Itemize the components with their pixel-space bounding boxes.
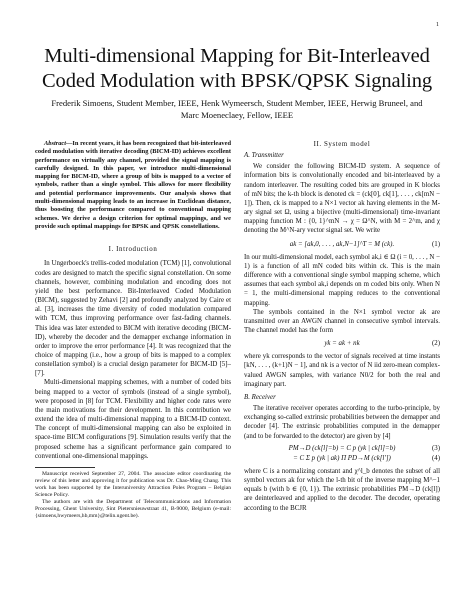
section-heading-introduction: I. Introduction <box>108 246 158 254</box>
left-column <box>35 140 231 520</box>
transmitter-paragraph-2: In our multi-dimensional model, each symbol ak,i ∈ Ω (i = 0, . . . , N − 1) is a function of all mN coded bits within ck. This is the main difference with a conventional single symbol mapping scheme, which assumes that each symbol ak,i depends on m coded bits only. When N = 1, the multi-dimensional mapping reduces to the conventional mapping. <box>244 253 440 307</box>
subsection-heading-transmitter: A. Transmitter <box>244 152 284 160</box>
transmitter-paragraph-4: where yk corresponds to the vector of signals received at time instants [kN, . . . , (k+1)N − 1], and nk is a vector of N iid zero-mean complex-valued AWGN samples, with variance N0/2 for both the real and imaginary part. <box>244 353 440 388</box>
author-list <box>30 98 444 121</box>
footnote-paragraph-2: The authors are with the Department of Telecommunications and Information Processing, Ghent University, Sint Pietersnieuwstraat 41, B-9000, Belgium (e-mail: {simoens,hwymeers,hb,mm}@telin.ugent.be). <box>35 498 231 519</box>
intro-paragraph-2: Multi-dimensional mapping schemes, with a number of coded bits being mapped to a vector of symbols (instead of a single symbol), were proposed in [8] for TCM. Flexibility and higher code rates were the main motivations for their development. In this contribution we extend the idea of multi-dimensional mapping to a BICM-ID context. The concept of multi-dimensional mapping can also be exploited in space-time BICM configurations [9]. Simulation results verify that the proposed scheme has a significant performance gain compared to conventional one-dimensional mappings. <box>35 379 231 460</box>
page-number: 1 <box>436 22 439 28</box>
equation-4-body: = C Σ p (yk | ak) Π PD→M (ck[l′]) <box>293 454 391 462</box>
subsection-heading-receiver: B. Receiver <box>244 393 276 401</box>
equation-4 <box>244 454 440 463</box>
section-heading-system-model: II. System model <box>313 141 371 148</box>
paper-title <box>30 44 444 94</box>
abstract-text: —In recent years, it has been recognized that bit-interleaved coded modulation with iterative decoding (BICM-ID) achieves excellent performance on virtually any channel, provided the signal mapping is carefully designed. In this paper, we introduce multi-dimensional mapping for BICM-ID, where a group of bits is mapped to a vector of symbols, rather than a single symbol. This allows for more flexibility and potential performance improvements. Our analysis shows that multi-dimensional mapping leads to an increase in Euclidean distance, thus boosting the performance compared to conventional mapping schemes. We derive a design criterion for optimal mappings, and we provide such optimal mappings for BPSK and QPSK constellations. <box>35 140 231 230</box>
equation-2-body: yk = ak + nk <box>324 340 360 348</box>
equation-1-number: (1) <box>431 240 440 248</box>
equation-4-number: (4) <box>431 454 440 462</box>
equation-2-number: (2) <box>431 340 440 348</box>
footnote-rule <box>35 467 95 468</box>
authors-line-2: Marc Moeneclaey, Fellow, IEEE <box>180 109 294 120</box>
transmitter-paragraph-3: The symbols contained in the N×1 symbol vector ak are transmitted over an AWGN channel in consecutive symbol intervals. The channel model has the form <box>244 308 440 334</box>
equation-1-body: ak = [ak,0, . . . , ak,N−1]^T = M (ck). <box>289 240 395 248</box>
authors-line-1: Frederik Simoens, Student Member, IEEE, Henk Wymeersch, Student Member, IEEE, Herwig Bruneel, and <box>51 98 423 108</box>
equation-3-number: (3) <box>431 444 440 452</box>
intro-paragraph-1: In Ungerboeck's trellis-coded modulation (TCM) [1], convolutional codes are designed to match the specific signal constellation. On some channels, however, combining modulation and encoding does not yield the best performance. Bit-Interleaved Coded Modulation (BICM), suggested by Zehavi [2] and profoundly analyzed by Caire et al. [3], increases the time diversity of coded modulation compared with TCM, thus improving performance over fast-fading channels. This idea was later extended to BICM with iterative decoding (BICM-ID), whereby the decoder and the demapper exchange information in order to improve the error performance [4]. It was recognized that the choice of mapping (i.e., how a group of bits is mapped to a complex constellation symbol) is a crucial design parameter for BICM-ID [5]–[7]. <box>35 260 231 378</box>
footnote <box>35 471 231 520</box>
transmitter-paragraph-1: We consider the following BICM-ID system. A sequence of information bits is convolutionally encoded and bit-interleaved by a random interleaver. The resulting coded bits are grouped in K blocks of mN bits; the k-th block is denoted ck = (ck[0], ck[1], . . . , ck[mN − 1]). Then, ck is mapped to a N×1 vector ak having elements in the M-ary signal set Ω, using a bijective (multi-dimensional) time-invariant mapping function M : {0, 1}^mN → χ = Ω^N, with M = 2^m, and χ denoting the M^N-ary vector signal set. We write <box>244 163 440 235</box>
right-column <box>244 140 440 513</box>
title-line-2: Coded Modulation with BPSK/QPSK Signaling <box>41 70 432 92</box>
equation-1 <box>244 240 440 249</box>
equation-2 <box>244 339 440 348</box>
abstract-label: Abstract <box>44 140 67 147</box>
title-line-1: Multi-dimensional Mapping for Bit-Interleaved <box>44 45 430 67</box>
equation-3-body: PM→D (ck[l]=b) = C p (yk | ck[l]=b) <box>288 444 396 452</box>
receiver-paragraph-2: where C is a normalizing constant and χ^l_b denotes the subset of all symbol vectors ak for which the l-th bit of the inverse mapping M^−1 equals b (with b ∈ {0, 1}). The extrinsic probabilities PM→D (ck[l]) are deinterleaved and applied to the decoder. The decoder, operating according to the BCJR <box>244 468 440 512</box>
footnote-paragraph-1: Manuscript received September 27, 2004. The associate editor coordinating the review of this letter and approving it for publication was Dr. Chao-Ming Chang. This work has been supported by the Interuniversity Attraction Poles Program – Belgian Science Policy. <box>35 470 231 498</box>
abstract <box>35 140 231 231</box>
equation-3 <box>244 444 440 453</box>
receiver-paragraph-1: The iterative receiver operates according to the turbo-principle, by exchanging so-called extrinsic probabilities between the demapper and decoder [4]. The extrinsic probabilities computed in the demapper (and to be forwarded to the detector) are given by [4] <box>244 405 440 440</box>
